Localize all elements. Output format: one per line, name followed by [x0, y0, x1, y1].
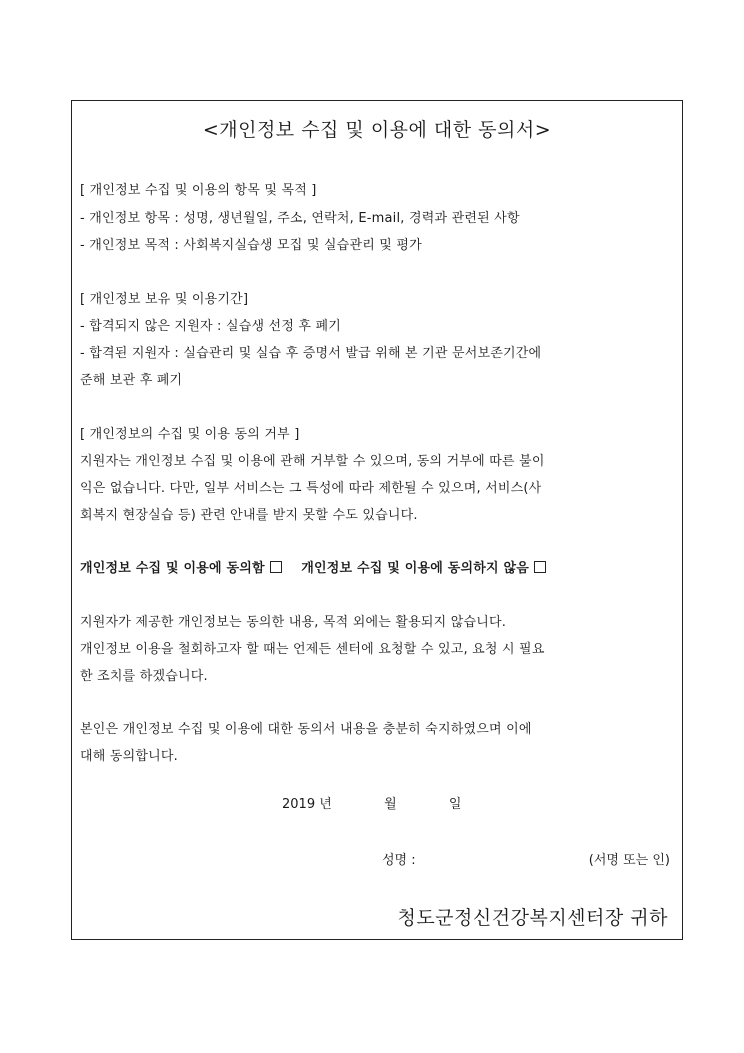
section3-line: 익은 없습니다. 다만, 일부 서비스는 그 특성에 따라 제한될 수 있으며, 서비스(사 [80, 481, 542, 496]
section3-line: 회복지 현장실습 등) 관련 안내를 받지 못할 수도 있습니다. [80, 508, 418, 523]
section3-line: 지원자는 개인정보 수집 및 이용에 관해 거부할 수 있으며, 동의 거부에 따른 불이 [80, 454, 545, 469]
form-title: <개인정보 수집 및 이용에 대한 동의서> [202, 119, 552, 141]
agree-checkbox[interactable] [270, 561, 282, 573]
signature-hint: (서명 또는 인) [588, 853, 670, 868]
agree-label: 개인정보 수집 및 이용에 동의함 [80, 561, 265, 576]
section2-item: - 합격되지 않은 지원자 : 실습생 선정 후 폐기 [80, 319, 342, 334]
date-month: 월 [384, 797, 397, 812]
section1-heading: [ 개인정보 수집 및 이용의 항목 및 목적 ] [80, 183, 317, 198]
disagree-checkbox[interactable] [534, 561, 546, 573]
section1-item: - 개인정보 항목 : 성명, 생년월일, 주소, 연락처, E-mail, 경력과 관련된 사항 [80, 211, 520, 226]
section1-item: - 개인정보 목적 : 사회복지실습생 모집 및 실습관리 및 평가 [80, 238, 422, 253]
section2-item: 준해 보관 후 폐기 [80, 373, 183, 388]
signature-label: 성명 : [382, 853, 416, 868]
signature-row [382, 849, 670, 868]
notice-line: 한 조치를 하겠습니다. [80, 669, 208, 684]
section2-heading: [ 개인정보 보유 및 이용기간] [80, 292, 249, 307]
section3-heading: [ 개인정보의 수집 및 이용 동의 거부 ] [80, 427, 300, 442]
consent-row [80, 557, 546, 576]
declaration-line: 대해 동의합니다. [80, 749, 178, 764]
date-row [282, 793, 461, 812]
date-year: 2019 년 [282, 797, 332, 812]
consent-form-frame [71, 100, 683, 940]
section2-item: - 합격된 지원자 : 실습관리 및 실습 후 증명서 발급 위해 본 기관 문서보존기간에 [80, 346, 542, 361]
date-day: 일 [448, 797, 462, 812]
recipient: 청도군정신건강복지센터장 귀하 [397, 907, 668, 929]
notice-line: 지원자가 제공한 개인정보는 동의한 내용, 목적 외에는 활용되지 않습니다. [80, 615, 507, 630]
declaration-line: 본인은 개인정보 수집 및 이용에 대한 동의서 내용을 충분히 숙지하였으며 이에 [80, 722, 532, 737]
disagree-label: 개인정보 수집 및 이용에 동의하지 않음 [301, 561, 529, 576]
notice-line: 개인정보 이용을 철회하고자 할 때는 언제든 센터에 요청할 수 있고, 요청 시 필요 [80, 642, 545, 657]
